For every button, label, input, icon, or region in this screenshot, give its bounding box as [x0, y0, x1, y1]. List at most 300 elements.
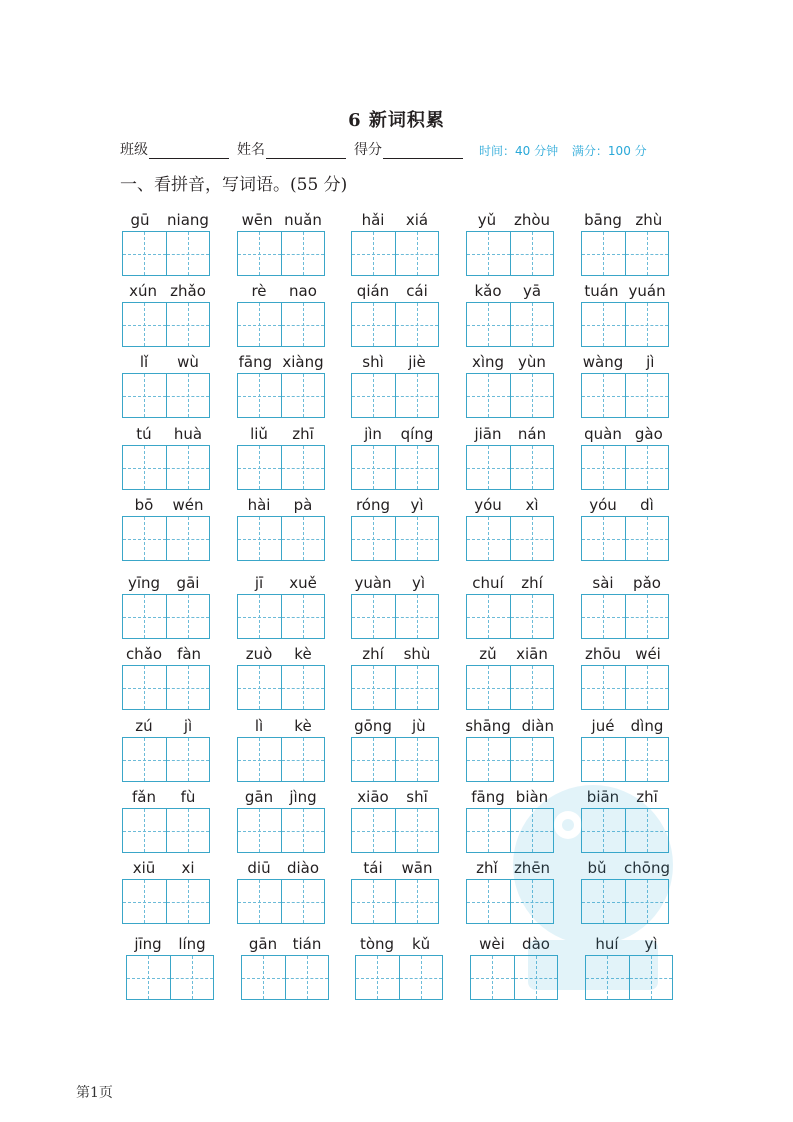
character-cell[interactable]	[510, 232, 554, 275]
character-cell[interactable]	[467, 595, 510, 638]
tianzige-answer-box[interactable]	[241, 955, 329, 1000]
pinyin-syllable: cái	[406, 282, 428, 300]
character-cell[interactable]	[238, 880, 281, 923]
pinyin-syllable: kè	[294, 645, 312, 663]
character-cell[interactable]	[395, 738, 439, 781]
pinyin-label	[112, 788, 220, 806]
character-cell[interactable]	[238, 232, 281, 275]
character-cell[interactable]	[123, 880, 166, 923]
pinyin-label	[341, 496, 449, 514]
character-cell[interactable]	[510, 809, 554, 852]
pinyin-syllable: fǎn	[132, 788, 156, 806]
pinyin-syllable: huà	[173, 425, 203, 443]
pinyin-syllable: gào	[634, 425, 663, 443]
pinyin-syllable: shù	[403, 645, 431, 663]
character-cell[interactable]	[238, 446, 281, 489]
pinyin-syllable: jì	[183, 717, 193, 735]
tianzige-answer-box[interactable]	[122, 737, 210, 782]
character-cell[interactable]	[625, 446, 669, 489]
character-cell[interactable]	[123, 666, 166, 709]
pinyin-syllable: wén	[172, 496, 204, 514]
pinyin-syllable: jī	[254, 574, 264, 592]
pinyin-syllable: wèi	[479, 935, 505, 953]
pinyin-syllable: zǔ	[479, 645, 497, 663]
tianzige-answer-box[interactable]	[351, 445, 439, 490]
character-cell[interactable]	[625, 666, 669, 709]
character-cell[interactable]	[352, 738, 395, 781]
tianzige-answer-box[interactable]	[351, 879, 439, 924]
pinyin-syllable: jì	[646, 353, 655, 371]
pinyin-label	[456, 425, 564, 443]
pinyin-syllable: xiá	[405, 211, 429, 229]
tianzige-answer-box[interactable]	[351, 516, 439, 561]
character-cell[interactable]	[242, 956, 285, 999]
character-cell[interactable]	[510, 374, 554, 417]
tianzige-answer-box[interactable]	[237, 879, 325, 924]
character-cell[interactable]	[582, 738, 625, 781]
pinyin-syllable: quàn	[584, 425, 622, 443]
pinyin-syllable: rè	[251, 282, 267, 300]
character-cell[interactable]	[582, 809, 625, 852]
character-cell[interactable]	[281, 666, 325, 709]
name-field[interactable]	[237, 139, 346, 159]
character-cell[interactable]	[395, 374, 439, 417]
character-cell[interactable]	[281, 738, 325, 781]
pinyin-label	[456, 859, 564, 877]
pinyin-syllable: wàng	[582, 353, 624, 371]
character-cell[interactable]	[625, 232, 669, 275]
pinyin-label	[456, 788, 564, 806]
tianzige-answer-box[interactable]	[351, 665, 439, 710]
tianzige-answer-box[interactable]	[351, 302, 439, 347]
character-cell[interactable]	[352, 446, 395, 489]
pinyin-syllable: kè	[294, 717, 312, 735]
character-cell[interactable]	[352, 595, 395, 638]
pinyin-syllable: gān	[244, 788, 274, 806]
pinyin-syllable: zhōu	[584, 645, 622, 663]
character-cell[interactable]	[510, 666, 554, 709]
pinyin-syllable: gān	[248, 935, 278, 953]
character-cell[interactable]	[471, 956, 514, 999]
tianzige-answer-box[interactable]	[237, 516, 325, 561]
pinyin-syllable: qíng	[400, 425, 434, 443]
pinyin-syllable: gāi	[176, 574, 200, 592]
pinyin-label	[460, 935, 568, 953]
pinyin-syllable: xún	[129, 282, 158, 300]
pinyin-syllable: nao	[289, 282, 317, 300]
pinyin-syllable: biàn	[515, 788, 549, 806]
pinyin-label	[571, 425, 679, 443]
tianzige-answer-box[interactable]	[122, 516, 210, 561]
character-cell[interactable]	[123, 738, 166, 781]
pinyin-syllable: líng	[178, 935, 206, 953]
tianzige-answer-box[interactable]	[351, 231, 439, 276]
tianzige-answer-box[interactable]	[581, 516, 669, 561]
character-cell[interactable]	[281, 446, 325, 489]
pinyin-syllable: jué	[591, 717, 615, 735]
tianzige-answer-box[interactable]	[355, 955, 443, 1000]
pinyin-syllable: biān	[586, 788, 620, 806]
pinyin-label	[112, 574, 220, 592]
pinyin-syllable: róng	[355, 496, 391, 514]
pinyin-syllable: chōng	[624, 859, 670, 877]
character-cell[interactable]	[238, 303, 281, 346]
tianzige-answer-box[interactable]	[122, 302, 210, 347]
character-cell[interactable]	[166, 446, 210, 489]
pinyin-label	[571, 353, 679, 371]
character-cell[interactable]	[123, 446, 166, 489]
pinyin-label	[227, 788, 335, 806]
tianzige-answer-box[interactable]	[466, 302, 554, 347]
tianzige-answer-box[interactable]	[126, 955, 214, 1000]
pinyin-syllable: wù	[177, 353, 199, 371]
character-cell[interactable]	[281, 595, 325, 638]
character-cell[interactable]	[467, 738, 510, 781]
tianzige-answer-box[interactable]	[581, 445, 669, 490]
pinyin-syllable: zú	[135, 717, 153, 735]
pinyin-label	[571, 859, 679, 877]
character-cell[interactable]	[166, 303, 210, 346]
character-cell[interactable]	[166, 809, 210, 852]
pinyin-syllable: xiū	[132, 859, 156, 877]
tianzige-answer-box[interactable]	[466, 594, 554, 639]
character-cell[interactable]	[395, 517, 439, 560]
pinyin-label	[456, 717, 564, 735]
pinyin-syllable: wēn	[241, 211, 273, 229]
tianzige-answer-box[interactable]	[122, 665, 210, 710]
pinyin-syllable: jù	[412, 717, 426, 735]
pinyin-syllable: kǎo	[474, 282, 502, 300]
pinyin-syllable: yì	[644, 935, 658, 953]
pinyin-syllable: tòng	[359, 935, 395, 953]
tianzige-answer-box[interactable]	[122, 879, 210, 924]
character-cell[interactable]	[467, 809, 510, 852]
character-cell[interactable]	[238, 374, 281, 417]
character-cell[interactable]	[281, 880, 325, 923]
tianzige-answer-box[interactable]	[237, 445, 325, 490]
character-cell[interactable]	[586, 956, 629, 999]
pinyin-label	[571, 717, 679, 735]
tianzige-answer-box[interactable]	[351, 737, 439, 782]
exam-meta	[479, 142, 657, 159]
pinyin-label	[575, 935, 683, 953]
character-cell[interactable]	[582, 666, 625, 709]
pinyin-label	[571, 574, 679, 592]
pinyin-syllable: pǎo	[633, 574, 661, 592]
tianzige-answer-box[interactable]	[237, 594, 325, 639]
pinyin-label	[227, 496, 335, 514]
tianzige-answer-box[interactable]	[122, 445, 210, 490]
character-cell[interactable]	[127, 956, 170, 999]
character-cell[interactable]	[352, 666, 395, 709]
pinyin-label	[571, 788, 679, 806]
pinyin-syllable: yuàn	[354, 574, 392, 592]
score-blank[interactable]	[383, 144, 463, 159]
character-cell[interactable]	[238, 738, 281, 781]
pinyin-syllable: yīng	[127, 574, 161, 592]
pinyin-syllable: zhǎo	[170, 282, 206, 300]
character-cell[interactable]	[166, 666, 210, 709]
pinyin-syllable: zhí	[362, 645, 384, 663]
class-field[interactable]	[120, 139, 229, 159]
pinyin-label	[112, 211, 220, 229]
character-cell[interactable]	[395, 666, 439, 709]
tianzige-answer-box[interactable]	[122, 231, 210, 276]
pinyin-syllable: chuí	[472, 574, 504, 592]
pinyin-label	[112, 425, 220, 443]
pinyin-syllable: gōng	[354, 717, 392, 735]
character-cell[interactable]	[281, 232, 325, 275]
character-cell[interactable]	[582, 595, 625, 638]
pinyin-syllable: zhēn	[513, 859, 551, 877]
pinyin-syllable: wān	[401, 859, 433, 877]
character-cell[interactable]	[166, 880, 210, 923]
character-cell[interactable]	[582, 303, 625, 346]
pinyin-label	[571, 496, 679, 514]
pinyin-syllable: dì	[640, 496, 654, 514]
character-cell[interactable]	[123, 303, 166, 346]
pinyin-syllable: hài	[247, 496, 271, 514]
character-cell[interactable]	[467, 303, 510, 346]
tianzige-answer-box[interactable]	[581, 737, 669, 782]
tianzige-answer-box[interactable]	[466, 665, 554, 710]
character-cell[interactable]	[395, 232, 439, 275]
pinyin-syllable: chǎo	[125, 645, 163, 663]
character-cell[interactable]	[625, 517, 669, 560]
pinyin-syllable: xuě	[289, 574, 317, 592]
tianzige-answer-box[interactable]	[237, 808, 325, 853]
character-cell[interactable]	[510, 595, 554, 638]
character-cell[interactable]	[281, 809, 325, 852]
character-cell[interactable]	[352, 880, 395, 923]
character-cell[interactable]	[166, 738, 210, 781]
character-cell[interactable]	[166, 232, 210, 275]
character-cell[interactable]	[467, 880, 510, 923]
pinyin-syllable: zhòu	[513, 211, 551, 229]
character-cell[interactable]	[582, 880, 625, 923]
pinyin-label	[456, 211, 564, 229]
tianzige-answer-box[interactable]	[581, 231, 669, 276]
tianzige-answer-box[interactable]	[581, 665, 669, 710]
character-cell[interactable]	[467, 232, 510, 275]
name-label: 姓名	[237, 142, 265, 158]
tianzige-answer-box[interactable]	[237, 231, 325, 276]
tianzige-answer-box[interactable]	[470, 955, 558, 1000]
tianzige-answer-box[interactable]	[237, 373, 325, 418]
character-cell[interactable]	[281, 374, 325, 417]
pinyin-syllable: zhī	[292, 425, 314, 443]
character-cell[interactable]	[395, 880, 439, 923]
pinyin-syllable: zhī	[636, 788, 658, 806]
pinyin-syllable: diào	[286, 859, 320, 877]
tianzige-answer-box[interactable]	[466, 373, 554, 418]
tianzige-answer-box[interactable]	[351, 373, 439, 418]
score-label: 得分	[354, 142, 382, 158]
pinyin-label	[112, 496, 220, 514]
character-cell[interactable]	[281, 517, 325, 560]
tianzige-answer-box[interactable]	[237, 302, 325, 347]
pinyin-syllable: shāng	[465, 717, 511, 735]
character-cell[interactable]	[285, 956, 329, 999]
pinyin-syllable: jìng	[289, 788, 317, 806]
character-cell[interactable]	[467, 666, 510, 709]
character-cell[interactable]	[352, 517, 395, 560]
character-cell[interactable]	[395, 446, 439, 489]
character-cell[interactable]	[166, 517, 210, 560]
pinyin-syllable: yóu	[589, 496, 617, 514]
pinyin-label	[345, 935, 453, 953]
character-cell[interactable]	[467, 374, 510, 417]
tianzige-answer-box[interactable]	[466, 516, 554, 561]
pinyin-syllable: yì	[412, 574, 426, 592]
pinyin-label	[571, 211, 679, 229]
tianzige-answer-box[interactable]	[122, 594, 210, 639]
tianzige-answer-box[interactable]	[466, 445, 554, 490]
pinyin-syllable: zuò	[245, 645, 273, 663]
pinyin-syllable: tú	[136, 425, 152, 443]
pinyin-syllable: zhǐ	[476, 859, 498, 877]
pinyin-syllable: lì	[254, 717, 264, 735]
pinyin-label	[571, 645, 679, 663]
character-cell[interactable]	[123, 232, 166, 275]
character-cell[interactable]	[629, 956, 673, 999]
character-cell[interactable]	[166, 595, 210, 638]
tianzige-answer-box[interactable]	[581, 808, 669, 853]
tianzige-answer-box[interactable]	[581, 302, 669, 347]
tianzige-answer-box[interactable]	[237, 737, 325, 782]
pinyin-syllable: kǔ	[411, 935, 431, 953]
pinyin-label	[227, 211, 335, 229]
character-cell[interactable]	[510, 880, 554, 923]
character-cell[interactable]	[395, 809, 439, 852]
pinyin-syllable: yùn	[518, 353, 546, 371]
pinyin-syllable: pà	[293, 496, 313, 514]
pinyin-label	[116, 935, 224, 953]
character-cell[interactable]	[510, 517, 554, 560]
tianzige-answer-box[interactable]	[122, 373, 210, 418]
character-cell[interactable]	[238, 666, 281, 709]
character-cell[interactable]	[395, 595, 439, 638]
tianzige-answer-box[interactable]	[466, 808, 554, 853]
pinyin-syllable: yā	[522, 282, 542, 300]
pinyin-syllable: tián	[292, 935, 322, 953]
character-cell[interactable]	[582, 446, 625, 489]
character-cell[interactable]	[582, 232, 625, 275]
character-cell[interactable]	[352, 303, 395, 346]
tianzige-answer-box[interactable]	[466, 737, 554, 782]
tianzige-answer-box[interactable]	[466, 231, 554, 276]
character-cell[interactable]	[238, 595, 281, 638]
character-cell[interactable]	[352, 232, 395, 275]
pinyin-syllable: niang	[167, 211, 209, 229]
character-cell[interactable]	[467, 517, 510, 560]
pinyin-label	[341, 282, 449, 300]
character-cell[interactable]	[123, 374, 166, 417]
character-cell[interactable]	[510, 446, 554, 489]
pinyin-label	[341, 788, 449, 806]
worksheet-title: 6 新词积累	[348, 110, 445, 131]
character-cell[interactable]	[123, 517, 166, 560]
pinyin-syllable: xiàng	[282, 353, 324, 371]
character-cell[interactable]	[625, 809, 669, 852]
pinyin-syllable: xi	[181, 859, 195, 877]
class-blank[interactable]	[149, 144, 229, 159]
character-cell[interactable]	[467, 446, 510, 489]
character-cell[interactable]	[281, 303, 325, 346]
character-cell[interactable]	[352, 809, 395, 852]
character-cell[interactable]	[625, 374, 669, 417]
pinyin-syllable: xì	[525, 496, 539, 514]
pinyin-label	[231, 935, 339, 953]
character-cell[interactable]	[582, 374, 625, 417]
pinyin-syllable: fāng	[238, 353, 273, 371]
tianzige-answer-box[interactable]	[122, 808, 210, 853]
character-cell[interactable]	[625, 738, 669, 781]
pinyin-label	[456, 282, 564, 300]
character-cell[interactable]	[170, 956, 214, 999]
pinyin-syllable: zhí	[521, 574, 543, 592]
character-cell[interactable]	[352, 374, 395, 417]
character-cell[interactable]	[625, 880, 669, 923]
pinyin-syllable: bǔ	[587, 859, 607, 877]
character-cell[interactable]	[399, 956, 443, 999]
pinyin-label	[341, 645, 449, 663]
character-cell[interactable]	[238, 809, 281, 852]
character-cell[interactable]	[625, 303, 669, 346]
pinyin-syllable: dìng	[630, 717, 664, 735]
character-cell[interactable]	[166, 374, 210, 417]
pinyin-syllable: jīng	[134, 935, 162, 953]
pinyin-syllable: qián	[356, 282, 390, 300]
character-cell[interactable]	[582, 517, 625, 560]
pinyin-syllable: bō	[134, 496, 154, 514]
section-heading: 一、看拼音，写词语。(55 分)	[120, 175, 348, 195]
pinyin-syllable: fù	[180, 788, 196, 806]
pinyin-label	[341, 425, 449, 443]
score-field[interactable]	[354, 139, 463, 159]
tianzige-answer-box[interactable]	[585, 955, 673, 1000]
pinyin-syllable: yuán	[628, 282, 666, 300]
pinyin-label	[341, 353, 449, 371]
character-cell[interactable]	[238, 517, 281, 560]
character-cell[interactable]	[510, 738, 554, 781]
pinyin-syllable: hǎi	[361, 211, 385, 229]
character-cell[interactable]	[123, 809, 166, 852]
tianzige-answer-box[interactable]	[581, 879, 669, 924]
character-cell[interactable]	[625, 595, 669, 638]
character-cell[interactable]	[510, 303, 554, 346]
student-info-line	[120, 139, 657, 159]
tianzige-answer-box[interactable]	[351, 808, 439, 853]
tianzige-answer-box[interactable]	[237, 665, 325, 710]
character-cell[interactable]	[514, 956, 558, 999]
pinyin-syllable: dào	[522, 935, 550, 953]
pinyin-syllable: xiāo	[357, 788, 389, 806]
name-blank[interactable]	[266, 144, 346, 159]
page-number: 第1页	[76, 1085, 113, 1101]
tianzige-answer-box[interactable]	[581, 373, 669, 418]
tianzige-answer-box[interactable]	[466, 879, 554, 924]
tianzige-answer-box[interactable]	[351, 594, 439, 639]
pinyin-syllable: gū	[130, 211, 150, 229]
character-cell[interactable]	[123, 595, 166, 638]
pinyin-syllable: nuǎn	[284, 211, 322, 229]
character-cell[interactable]	[395, 303, 439, 346]
character-cell[interactable]	[356, 956, 399, 999]
pinyin-label	[227, 353, 335, 371]
tianzige-answer-box[interactable]	[581, 594, 669, 639]
pinyin-label	[112, 282, 220, 300]
